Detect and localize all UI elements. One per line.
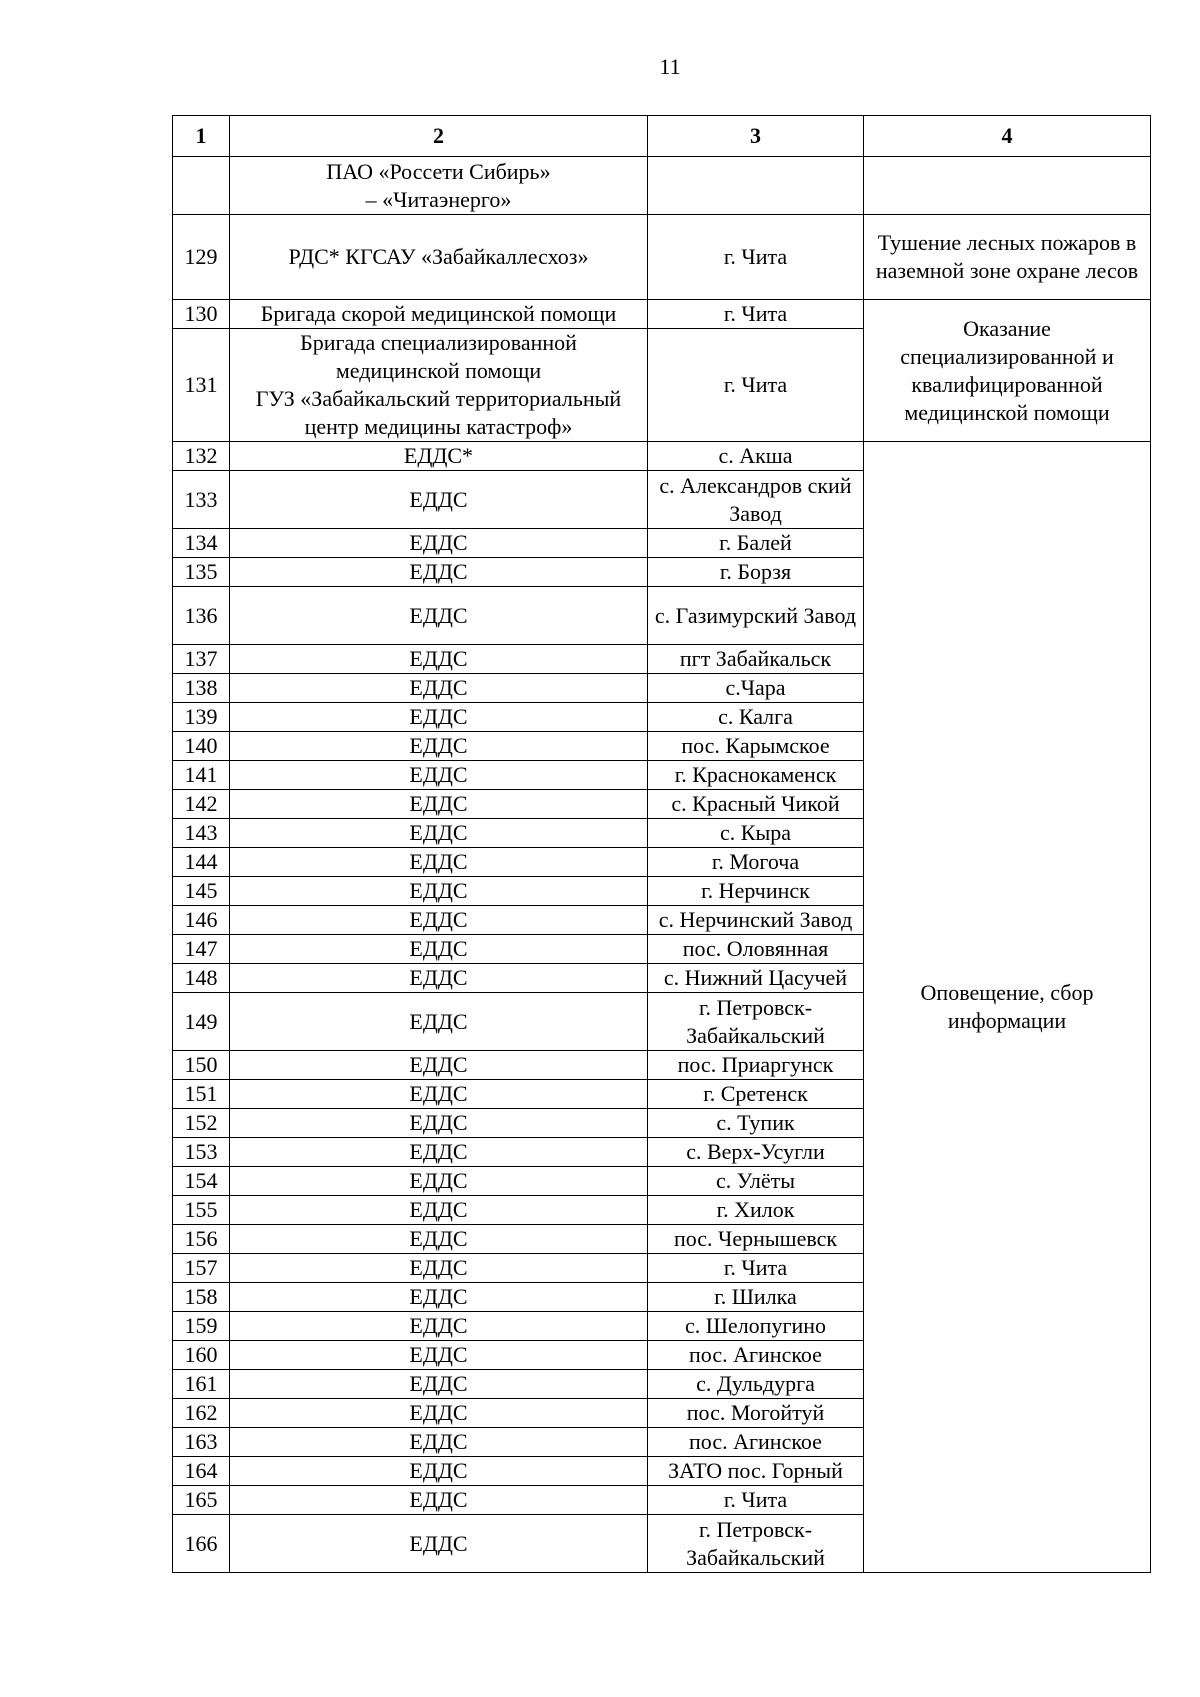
place-cell: г. Балей bbox=[648, 529, 864, 558]
org-cell: ЕДДС bbox=[230, 935, 648, 964]
place-cell: пос. Оловянная bbox=[648, 935, 864, 964]
row-number: 144 bbox=[173, 848, 230, 877]
org-cell: ЕДДС bbox=[230, 1399, 648, 1428]
org-cell: ЕДДС bbox=[230, 1428, 648, 1457]
org-cell: ЕДДС bbox=[230, 1515, 648, 1573]
row-number: 143 bbox=[173, 819, 230, 848]
place-cell: ЗАТО пос. Горный bbox=[648, 1457, 864, 1486]
place-cell: г. Хилок bbox=[648, 1196, 864, 1225]
task-cell-medical: Оказание специализированной и квалифицированной медицинской помощи bbox=[864, 300, 1151, 442]
place-cell: пос. Агинское bbox=[648, 1428, 864, 1457]
org-line: – «Читаэнерго» bbox=[365, 186, 512, 212]
org-cell: ЕДДС bbox=[230, 587, 648, 645]
row-number: 155 bbox=[173, 1196, 230, 1225]
place-cell: г. Чита bbox=[648, 329, 864, 442]
org-line: ПАО «Россети Сибирь» bbox=[326, 158, 551, 184]
place-cell: с. Красный Чикой bbox=[648, 790, 864, 819]
org-cell bbox=[230, 329, 648, 442]
place-cell: пгт Забайкальск bbox=[648, 645, 864, 674]
place-cell: г. Петровск-Забайкальский bbox=[648, 1515, 864, 1573]
org-cell: ЕДДС bbox=[230, 645, 648, 674]
org-cell: ЕДДС bbox=[230, 993, 648, 1051]
row-number: 157 bbox=[173, 1254, 230, 1283]
place-cell: пос. Карымское bbox=[648, 732, 864, 761]
org-cell: ЕДДС bbox=[230, 1109, 648, 1138]
org-cell: ЕДДС bbox=[230, 848, 648, 877]
place-cell: с. Александров ский Завод bbox=[648, 471, 864, 529]
org-cell: ЕДДС bbox=[230, 1080, 648, 1109]
place-cell: с. Кыра bbox=[648, 819, 864, 848]
org-cell: ЕДДС bbox=[230, 761, 648, 790]
org-cell: ЕДДС bbox=[230, 1138, 648, 1167]
org-cell: ЕДДС bbox=[230, 790, 648, 819]
table-row bbox=[173, 215, 1151, 300]
org-cell: ЕДДС bbox=[230, 1283, 648, 1312]
org-cell bbox=[230, 157, 648, 215]
row-number: 137 bbox=[173, 645, 230, 674]
table-row bbox=[173, 157, 1151, 215]
row-number: 149 bbox=[173, 993, 230, 1051]
place-cell: г. Чита bbox=[648, 1254, 864, 1283]
row-number: 159 bbox=[173, 1312, 230, 1341]
org-cell: ЕДДС bbox=[230, 558, 648, 587]
row-number: 131 bbox=[173, 329, 230, 442]
row-number: 129 bbox=[173, 215, 230, 300]
place-cell: пос. Могойтуй bbox=[648, 1399, 864, 1428]
task-cell-notification: Оповещение, сбор информации bbox=[864, 442, 1151, 1573]
page-number: 11 bbox=[659, 54, 681, 79]
place-cell: г. Петровск-Забайкальский bbox=[648, 993, 864, 1051]
row-number: 146 bbox=[173, 906, 230, 935]
place-cell: г. Борзя bbox=[648, 558, 864, 587]
row-number: 140 bbox=[173, 732, 230, 761]
row-number: 154 bbox=[173, 1167, 230, 1196]
org-cell: ЕДДС bbox=[230, 1457, 648, 1486]
row-number: 161 bbox=[173, 1370, 230, 1399]
row-number: 132 bbox=[173, 442, 230, 471]
header-col-3: 3 bbox=[648, 116, 864, 157]
org-cell: Бригада скорой медицинской помощи bbox=[230, 300, 648, 329]
row-number: 158 bbox=[173, 1283, 230, 1312]
row-number: 141 bbox=[173, 761, 230, 790]
place-cell: с. Верх-Усугли bbox=[648, 1138, 864, 1167]
org-line: Бригада специализированной bbox=[300, 330, 577, 355]
org-cell: ЕДДС* bbox=[230, 442, 648, 471]
place-cell: пос. Приаргунск bbox=[648, 1051, 864, 1080]
row-number: 148 bbox=[173, 964, 230, 993]
row-number: 145 bbox=[173, 877, 230, 906]
row-number: 136 bbox=[173, 587, 230, 645]
row-number: 147 bbox=[173, 935, 230, 964]
org-line: центр медицины катастроф» bbox=[304, 414, 573, 439]
org-line: ГУЗ «Забайкальский территориальный bbox=[255, 386, 622, 411]
row-number: 164 bbox=[173, 1457, 230, 1486]
row-number: 139 bbox=[173, 703, 230, 732]
row-number: 135 bbox=[173, 558, 230, 587]
place-cell: с. Нерчинский Завод bbox=[648, 906, 864, 935]
header-col-4: 4 bbox=[864, 116, 1151, 157]
header-col-2: 2 bbox=[230, 116, 648, 157]
row-number: 166 bbox=[173, 1515, 230, 1573]
row-number: 134 bbox=[173, 529, 230, 558]
row-number: 150 bbox=[173, 1051, 230, 1080]
row-number: 162 bbox=[173, 1399, 230, 1428]
place-cell: с. Улёты bbox=[648, 1167, 864, 1196]
row-number: 130 bbox=[173, 300, 230, 329]
org-cell: ЕДДС bbox=[230, 1341, 648, 1370]
place-cell: с. Газимурский Завод bbox=[648, 587, 864, 645]
place-cell: г. Чита bbox=[648, 300, 864, 329]
org-cell: ЕДДС bbox=[230, 964, 648, 993]
row-number: 160 bbox=[173, 1341, 230, 1370]
row-number: 138 bbox=[173, 674, 230, 703]
org-cell: ЕДДС bbox=[230, 877, 648, 906]
org-cell: ЕДДС bbox=[230, 674, 648, 703]
row-number: 153 bbox=[173, 1138, 230, 1167]
org-cell: ЕДДС bbox=[230, 1312, 648, 1341]
row-number: 156 bbox=[173, 1225, 230, 1254]
org-cell: РДС* КГСАУ «Забайкаллесхоз» bbox=[230, 215, 648, 300]
place-cell: г. Чита bbox=[648, 215, 864, 300]
org-cell: ЕДДС bbox=[230, 1196, 648, 1225]
place-cell: г. Краснокаменск bbox=[648, 761, 864, 790]
place-cell: г. Чита bbox=[648, 1486, 864, 1515]
org-cell: ЕДДС bbox=[230, 471, 648, 529]
row-number: 163 bbox=[173, 1428, 230, 1457]
row-number: 142 bbox=[173, 790, 230, 819]
row-number: 133 bbox=[173, 471, 230, 529]
org-cell: ЕДДС bbox=[230, 1486, 648, 1515]
row-number: 152 bbox=[173, 1109, 230, 1138]
task-cell: Тушение лесных пожаров в наземной зоне охране лесов bbox=[864, 215, 1151, 300]
document-table bbox=[172, 115, 1151, 1573]
header-row bbox=[173, 116, 1151, 157]
org-cell: ЕДДС bbox=[230, 732, 648, 761]
place-cell: г. Шилка bbox=[648, 1283, 864, 1312]
place-cell: г. Сретенск bbox=[648, 1080, 864, 1109]
place-cell: с. Акша bbox=[648, 442, 864, 471]
place-cell: пос. Агинское bbox=[648, 1341, 864, 1370]
table-row bbox=[173, 300, 1151, 329]
org-cell: ЕДДС bbox=[230, 703, 648, 732]
place-cell: с. Дульдурга bbox=[648, 1370, 864, 1399]
place-cell: с. Шелопугино bbox=[648, 1312, 864, 1341]
org-cell: ЕДДС bbox=[230, 819, 648, 848]
org-cell: ЕДДС bbox=[230, 1051, 648, 1080]
place-cell: пос. Чернышевск bbox=[648, 1225, 864, 1254]
place-cell: г. Нерчинск bbox=[648, 877, 864, 906]
org-cell: ЕДДС bbox=[230, 1225, 648, 1254]
org-cell: ЕДДС bbox=[230, 529, 648, 558]
row-number: 165 bbox=[173, 1486, 230, 1515]
org-cell: ЕДДС bbox=[230, 906, 648, 935]
place-cell: с. Нижний Цасучей bbox=[648, 964, 864, 993]
place-cell: г. Могоча bbox=[648, 848, 864, 877]
org-line: медицинской помощи bbox=[335, 358, 542, 383]
org-cell: ЕДДС bbox=[230, 1167, 648, 1196]
place-cell: с. Калга bbox=[648, 703, 864, 732]
org-cell: ЕДДС bbox=[230, 1254, 648, 1283]
row-number: 151 bbox=[173, 1080, 230, 1109]
org-cell: ЕДДС bbox=[230, 1370, 648, 1399]
place-cell: с. Тупик bbox=[648, 1109, 864, 1138]
header-col-1: 1 bbox=[173, 116, 230, 157]
place-cell: с.Чара bbox=[648, 674, 864, 703]
table-row bbox=[173, 442, 1151, 471]
